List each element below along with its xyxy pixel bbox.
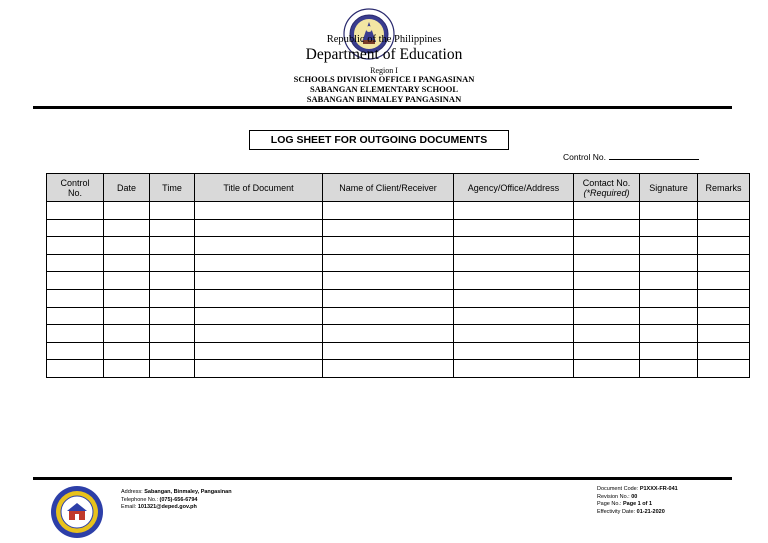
table-cell[interactable]: [454, 342, 574, 360]
table-cell[interactable]: [47, 237, 104, 255]
table-cell[interactable]: [47, 254, 104, 272]
table-cell[interactable]: [104, 307, 150, 325]
table-cell[interactable]: [574, 237, 640, 255]
table-cell[interactable]: [150, 360, 195, 378]
table-cell[interactable]: [323, 202, 454, 220]
table-cell[interactable]: [698, 307, 750, 325]
table-cell[interactable]: [698, 342, 750, 360]
header-divider: [33, 106, 732, 109]
table-row: [47, 360, 750, 378]
table-cell[interactable]: [698, 254, 750, 272]
control-no-label: Control No.: [563, 152, 606, 162]
table-cell[interactable]: [104, 325, 150, 343]
table-row: [47, 202, 750, 220]
col-header-client: Name of Client/Receiver: [323, 174, 454, 202]
table-cell[interactable]: [150, 237, 195, 255]
control-no-blank[interactable]: [609, 151, 699, 160]
table-row: [47, 325, 750, 343]
form-title: LOG SHEET FOR OUTGOING DOCUMENTS: [249, 130, 509, 150]
table-cell[interactable]: [323, 237, 454, 255]
table-row: [47, 307, 750, 325]
table-cell[interactable]: [454, 289, 574, 307]
table-cell[interactable]: [104, 254, 150, 272]
department-name: Department of Education: [305, 46, 463, 63]
table-cell[interactable]: [454, 360, 574, 378]
table-cell[interactable]: [640, 342, 698, 360]
document-control-info: [597, 486, 678, 516]
school-seal-icon: [50, 485, 104, 539]
table-cell[interactable]: [640, 272, 698, 290]
table-row: [47, 272, 750, 290]
table-cell[interactable]: [574, 325, 640, 343]
table-row: [47, 342, 750, 360]
table-cell[interactable]: [150, 202, 195, 220]
footer-address: Address: Sabangan, Binmaley, Pangasinan: [121, 489, 232, 495]
table-cell[interactable]: [454, 325, 574, 343]
table-cell[interactable]: [323, 325, 454, 343]
table-cell[interactable]: [47, 360, 104, 378]
table-cell[interactable]: [195, 360, 323, 378]
table-cell[interactable]: [195, 272, 323, 290]
table-cell[interactable]: [150, 272, 195, 290]
table-cell[interactable]: [195, 325, 323, 343]
table-row: [47, 289, 750, 307]
table-cell[interactable]: [47, 202, 104, 220]
table-row: [47, 254, 750, 272]
region-line: Region I: [370, 66, 398, 75]
table-cell[interactable]: [640, 219, 698, 237]
table-cell[interactable]: [104, 289, 150, 307]
footer-divider: [33, 477, 732, 480]
table-cell[interactable]: [640, 202, 698, 220]
table-cell[interactable]: [150, 219, 195, 237]
table-row: [47, 219, 750, 237]
header-row: [47, 174, 750, 202]
table-cell[interactable]: [323, 272, 454, 290]
col-header-agency: Agency/Office/Address: [454, 174, 574, 202]
table-cell[interactable]: [454, 219, 574, 237]
table-cell[interactable]: [640, 289, 698, 307]
table-cell[interactable]: [454, 202, 574, 220]
table-cell[interactable]: [150, 307, 195, 325]
school-address: SABANGAN BINMALEY PANGASINAN: [306, 94, 462, 104]
table-cell[interactable]: [454, 237, 574, 255]
col-header-contact: Contact No. (*Required): [574, 174, 640, 202]
col-header-time: Time: [150, 174, 195, 202]
footer-email: Email: 101321@deped.gov.ph: [121, 504, 197, 510]
table-row: [47, 237, 750, 255]
table-cell[interactable]: [698, 360, 750, 378]
table-cell[interactable]: [150, 289, 195, 307]
table-cell[interactable]: [640, 254, 698, 272]
table-cell[interactable]: [454, 254, 574, 272]
table-cell[interactable]: [104, 360, 150, 378]
log-table: [46, 173, 750, 378]
table-cell[interactable]: [195, 307, 323, 325]
table-cell[interactable]: [698, 325, 750, 343]
table-cell[interactable]: [47, 272, 104, 290]
table-cell[interactable]: [574, 254, 640, 272]
footer-doc-code: Document Code: P1XXX-FR-041: [597, 486, 678, 492]
table-cell[interactable]: [640, 237, 698, 255]
log-table-body: [47, 202, 750, 378]
table-cell[interactable]: [574, 272, 640, 290]
footer-revision: Revision No.: 00: [597, 493, 638, 500]
school-contact-info: [121, 489, 232, 512]
table-cell[interactable]: [640, 360, 698, 378]
table-cell[interactable]: [323, 289, 454, 307]
table-cell[interactable]: [104, 272, 150, 290]
table-cell[interactable]: [454, 307, 574, 325]
footer-telephone: Telephone No.: (075)-656-6794: [121, 496, 198, 503]
table-cell[interactable]: [323, 342, 454, 360]
table-cell[interactable]: [104, 237, 150, 255]
table-cell[interactable]: [574, 219, 640, 237]
table-cell[interactable]: [323, 360, 454, 378]
table-cell[interactable]: [640, 325, 698, 343]
col-header-date: Date: [104, 174, 150, 202]
table-cell[interactable]: [195, 219, 323, 237]
table-cell[interactable]: [323, 307, 454, 325]
letterhead: [0, 0, 768, 110]
footer-page: Page No.: Page 1 of 1: [597, 501, 653, 507]
col-header-remarks: Remarks: [698, 174, 750, 202]
col-header-signature: Signature: [640, 174, 698, 202]
table-cell[interactable]: [640, 307, 698, 325]
table-cell[interactable]: [698, 289, 750, 307]
table-cell[interactable]: [47, 219, 104, 237]
table-cell[interactable]: [323, 219, 454, 237]
table-cell[interactable]: [195, 342, 323, 360]
table-cell[interactable]: [47, 325, 104, 343]
table-cell[interactable]: [47, 289, 104, 307]
table-cell[interactable]: [574, 202, 640, 220]
table-cell[interactable]: [104, 219, 150, 237]
control-no-field[interactable]: [563, 151, 699, 162]
division-line: SCHOOLS DIVISION OFFICE I PANGASINAN: [293, 74, 475, 84]
table-cell[interactable]: [323, 254, 454, 272]
table-cell[interactable]: [47, 342, 104, 360]
table-cell[interactable]: [574, 307, 640, 325]
table-cell[interactable]: [195, 202, 323, 220]
table-cell[interactable]: [104, 202, 150, 220]
table-cell[interactable]: [104, 342, 150, 360]
table-cell[interactable]: [195, 237, 323, 255]
table-cell[interactable]: [47, 307, 104, 325]
republic-line: Republic of the Philippines: [326, 34, 442, 45]
table-cell[interactable]: [698, 272, 750, 290]
table-cell[interactable]: [698, 237, 750, 255]
table-cell[interactable]: [150, 342, 195, 360]
col-header-title: Title of Document: [195, 174, 323, 202]
table-cell[interactable]: [150, 254, 195, 272]
table-cell[interactable]: [454, 272, 574, 290]
table-cell[interactable]: [574, 342, 640, 360]
footer-effectivity: Effectivity Date: 01-21-2020: [597, 508, 665, 515]
table-cell[interactable]: [574, 360, 640, 378]
table-cell[interactable]: [698, 219, 750, 237]
table-cell[interactable]: [150, 325, 195, 343]
school-name: SABANGAN ELEMENTARY SCHOOL: [310, 84, 458, 94]
table-cell[interactable]: [574, 289, 640, 307]
col-header-control-no: Control No.: [47, 174, 104, 202]
table-cell[interactable]: [195, 289, 323, 307]
table-cell[interactable]: [195, 254, 323, 272]
table-cell[interactable]: [698, 202, 750, 220]
